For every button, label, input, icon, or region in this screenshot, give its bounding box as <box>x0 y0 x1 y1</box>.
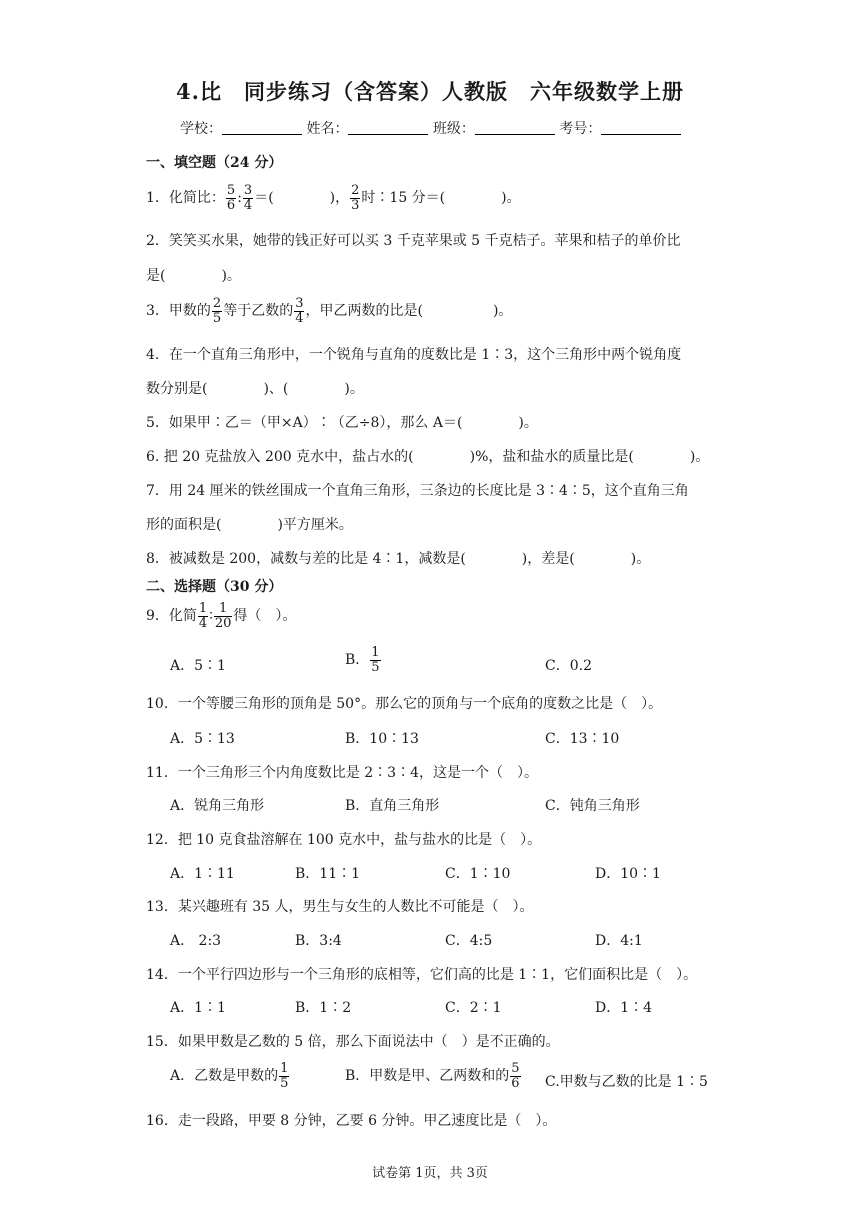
q15-option-b[interactable]: B．甲数是甲、乙两数和的 $\frac{5}{6}$ <box>345 1061 520 1091</box>
q9-option-c[interactable]: C．0.2 <box>545 658 592 674</box>
student-info-line <box>180 118 681 138</box>
q13-option-d[interactable]: D．4:1 <box>595 933 643 949</box>
question-7-line-1: 7．用 24 厘米的铁丝围成一个直角三角形，三条边的长度比是 3∶4∶5，这个直角三角 <box>146 483 689 499</box>
fraction: $\frac{2}{5}$ <box>212 296 222 326</box>
exam-no-label: 考号： <box>559 121 602 137</box>
question-14: 14．一个平行四边形与一个三角形的底相等，它们高的比是 1∶1，它们面积比是（ ）。 <box>146 967 698 983</box>
q12-option-d[interactable]: D．10∶1 <box>595 866 661 882</box>
question-4-line-2: 数分别是( )、( )。 <box>146 381 364 397</box>
question-16: 16．走一段路，甲要 8 分钟，乙要 6 分钟。甲乙速度比是（ ）。 <box>146 1113 557 1129</box>
q11-option-a[interactable]: A．锐角三角形 <box>170 798 265 814</box>
fraction: $\frac{3}{4}$ <box>243 183 253 213</box>
q11-option-b[interactable]: B．直角三角形 <box>345 798 440 814</box>
section-heading-multiple-choice: 二、选择题（30 分） <box>146 579 283 595</box>
question-5: 5．如果甲∶乙＝（甲×A）∶（乙÷8），那么 A＝( )。 <box>146 415 538 431</box>
question-8: 8．被减数是 200，减数与差的比是 4∶1，减数是( )，差是( )。 <box>146 551 651 567</box>
q12-option-b[interactable]: B．11∶1 <box>295 866 361 882</box>
q10-option-b[interactable]: B．10∶13 <box>345 731 419 747</box>
fraction: $\frac{5}{6}$ <box>511 1061 520 1091</box>
question-11: 11．一个三角形三个内角度数比是 2∶3∶4，这是一个（ ）。 <box>146 765 538 781</box>
question-4-line-1: 4．在一个直角三角形中，一个锐角与直角的度数比是 1∶3，这个三角形中两个锐角度 <box>146 347 682 363</box>
fraction: $\frac{1}{20}$ <box>214 601 232 631</box>
question-15: 15．如果甲数是乙数的 5 倍，那么下面说法中（ ）是不正确的。 <box>146 1034 560 1050</box>
q1-text-b: ＝( )， <box>254 190 350 207</box>
name-label: 姓名： <box>306 121 349 137</box>
q9-option-b[interactable]: B． $\frac{1}{5}$ <box>345 645 380 675</box>
fraction: $\frac{1}{5}$ <box>280 1061 289 1091</box>
section-heading-fill-blank: 一、填空题（24 分） <box>146 155 283 171</box>
q10-option-c[interactable]: C．13∶10 <box>545 731 620 747</box>
school-label: 学校： <box>180 121 222 137</box>
question-12: 12．把 10 克食盐溶解在 100 克水中，盐与盐水的比是（ ）。 <box>146 832 542 848</box>
exam-no-blank[interactable] <box>601 120 681 135</box>
question-13: 13．某兴趣班有 35 人，男生与女生的人数比不可能是（ ）。 <box>146 899 534 915</box>
question-2-line-2: 是( )。 <box>146 268 241 284</box>
q11-option-c[interactable]: C．钝角三角形 <box>545 798 640 814</box>
q12-option-a[interactable]: A．1∶11 <box>170 866 235 882</box>
name-blank[interactable] <box>348 120 428 135</box>
question-2-line-1: 2．笑笑买水果，她带的钱正好可以买 3 千克苹果或 5 千克桔子。苹果和桔子的单价比 <box>146 233 681 249</box>
q1-text-a: 1．化简比： <box>146 190 225 207</box>
question-3: 3．甲数的 $\frac{2}{5}$ 等于乙数的 $\frac{3}{4}$ ，甲乙两数的比是( )。 <box>146 296 513 326</box>
q14-option-a[interactable]: A．1∶1 <box>170 1000 226 1016</box>
question-9: 9．化简 $\frac{1}{4}$ ∶ $\frac{1}{20}$ 得（ ）。 <box>146 601 297 631</box>
fraction: $\frac{2}{3}$ <box>351 183 360 213</box>
class-label: 班级： <box>432 121 475 137</box>
fraction: $\frac{1}{4}$ <box>198 601 208 631</box>
fraction: $\frac{1}{5}$ <box>371 645 380 675</box>
page-footer: 试卷第 1页，共 3页 <box>372 1166 488 1181</box>
class-blank[interactable] <box>475 120 555 135</box>
school-blank[interactable] <box>222 120 302 135</box>
q1-text-c: 时∶15 分＝( )。 <box>361 190 521 207</box>
q13-option-b[interactable]: B．3:4 <box>295 933 342 949</box>
q10-option-a[interactable]: A．5∶13 <box>170 731 235 747</box>
question-1: 1．化简比： $\frac{5}{6}$ : $\frac{3}{4}$ ＝( )， $\frac{2}{3}$ 时∶15 分＝( )。 <box>146 183 521 213</box>
q13-option-c[interactable]: C．4:5 <box>445 933 493 949</box>
fraction: $\frac{3}{4}$ <box>295 296 304 326</box>
q12-option-c[interactable]: C．1∶10 <box>445 866 511 882</box>
fraction: $\frac{5}{6}$ <box>226 183 236 213</box>
q13-option-a[interactable]: A． 2:3 <box>170 933 222 949</box>
page-title: 4.比 同步练习（含答案）人教版 六年级数学上册 <box>176 79 684 104</box>
q15-option-c[interactable]: C.甲数与乙数的比是 1∶5 <box>545 1074 708 1090</box>
q14-option-d[interactable]: D．1∶4 <box>595 1000 653 1016</box>
q14-option-b[interactable]: B．1∶2 <box>295 1000 352 1016</box>
question-7-line-2: 形的面积是( )平方厘米。 <box>146 517 353 533</box>
q14-option-c[interactable]: C．2∶1 <box>445 1000 502 1016</box>
question-6: 6. 把 20 克盐放入 200 克水中，盐占水的( )%，盐和盐水的质量比是( )。 <box>146 449 710 465</box>
q9-option-a[interactable]: A．5∶1 <box>170 658 226 674</box>
question-10: 10．一个等腰三角形的顶角是 50°。那么它的顶角与一个底角的度数之比是（ ）。 <box>146 696 663 712</box>
q15-option-a[interactable]: A．乙数是甲数的 $\frac{1}{5}$ <box>170 1061 289 1091</box>
